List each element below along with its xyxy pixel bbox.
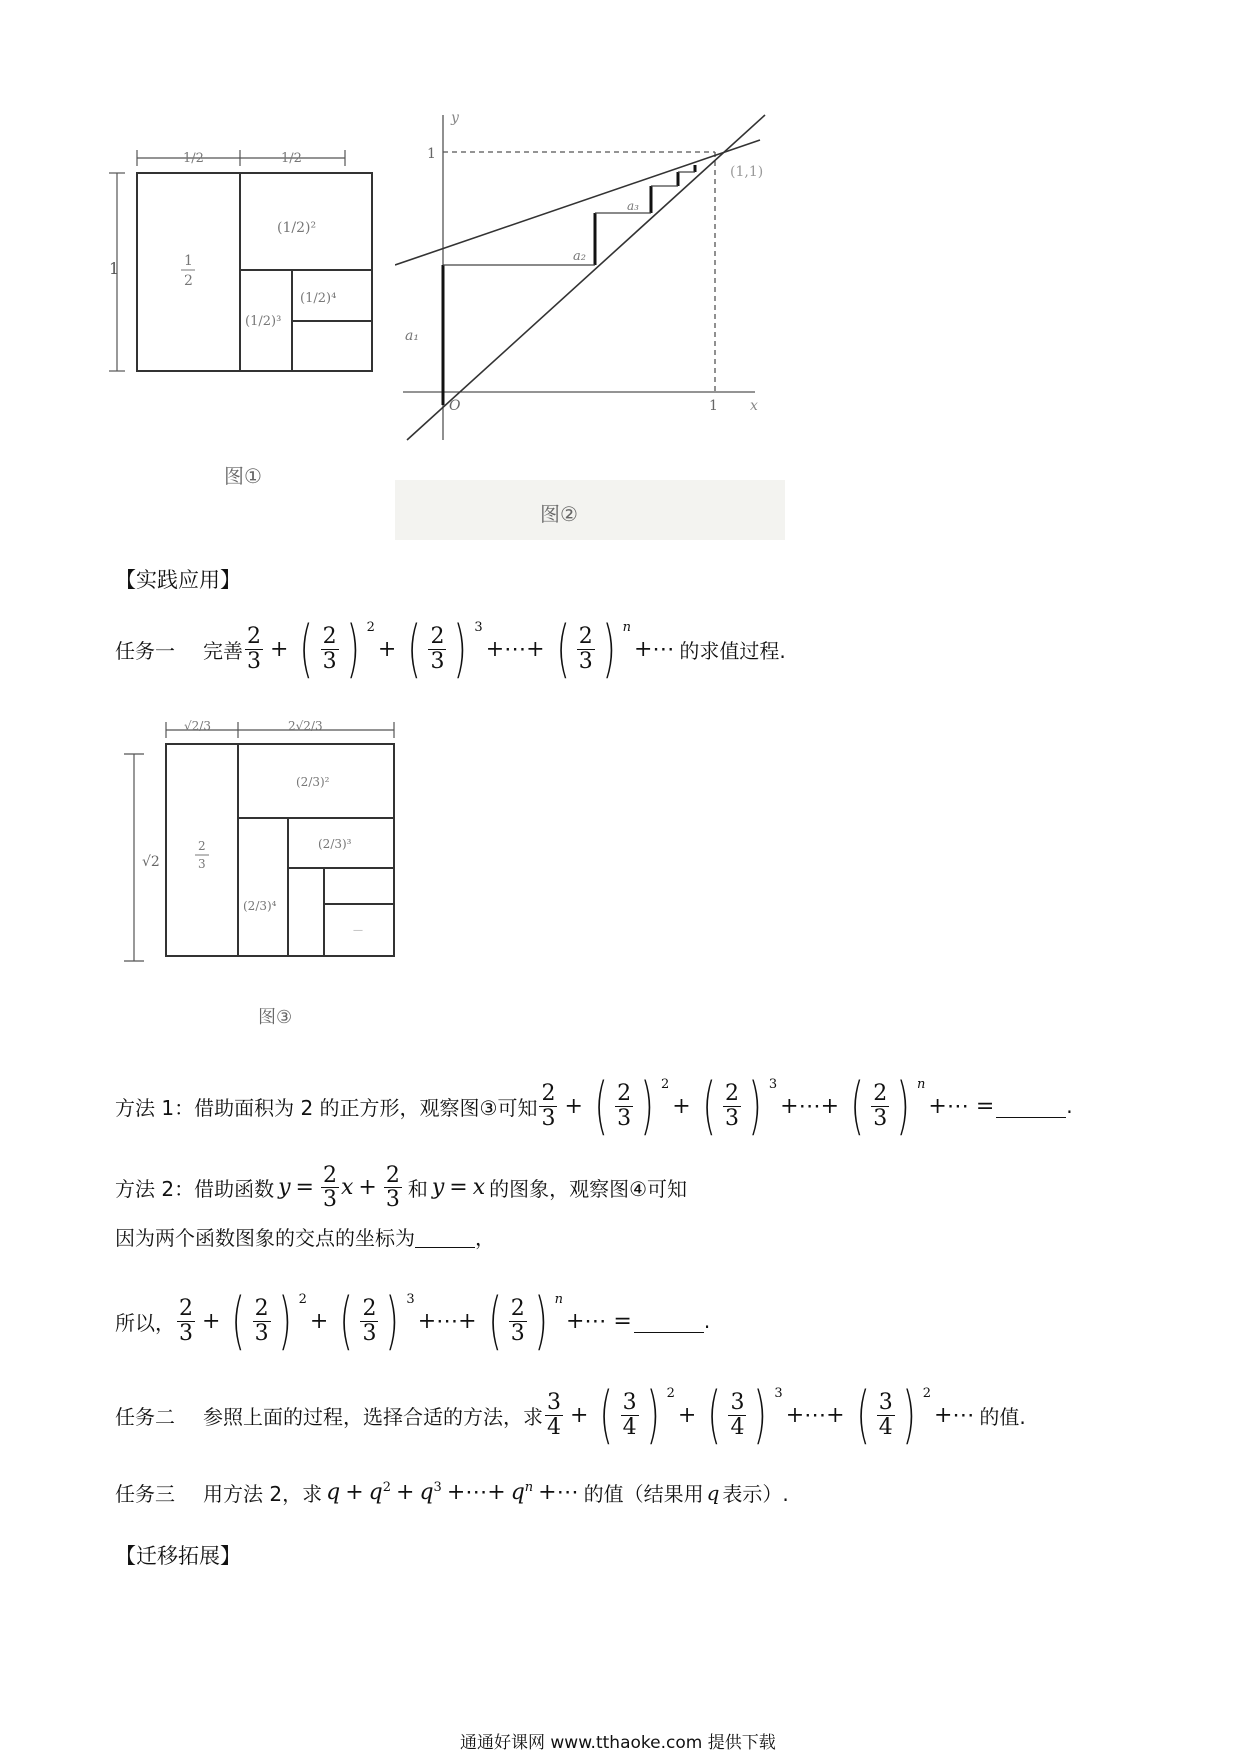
- task2-post: 的值.: [979, 1404, 1026, 1429]
- figure-2-caption: 图②: [540, 502, 578, 526]
- figure-3: [118, 718, 418, 1018]
- method2-line3: 所以， $\frac{2}{3}$ + ( $\frac{2}{3}$ ) $^2$ + ( $\frac{2}{3}$ ) $^3$ +⋯+ ( $\frac{2}{3}$ ) $^n$ +⋯ = .: [115, 1284, 711, 1357]
- fig3-r2-label: (2/3)²: [296, 775, 330, 789]
- fig1-big-label-den: 2: [184, 273, 193, 289]
- fig1-top-right-label: 1/2: [281, 151, 302, 166]
- task2-label: 任务二: [115, 1404, 175, 1429]
- fig3-big-label-den: 3: [198, 857, 206, 871]
- fig3-top-right-label: 2√2/3: [288, 719, 323, 733]
- fig2-one-x: 1: [709, 398, 718, 414]
- method2-line2: 因为两个函数图象的交点的坐标为 ，: [115, 1226, 495, 1250]
- sum-blank[interactable]: [634, 1310, 704, 1333]
- fig3-side-label: √2: [142, 854, 160, 870]
- fig3-r4-label: (2/3)⁴: [243, 899, 277, 913]
- fig2-y-axis-label: y: [451, 110, 459, 126]
- fig2-a1-label: a₁: [405, 328, 419, 344]
- task3-label: 任务三: [115, 1482, 175, 1506]
- fig1-side-label: 1: [109, 259, 120, 278]
- task2-pre: 参照上面的过程，选择合适的方法，求: [203, 1404, 543, 1429]
- fig2-x-axis-label: x: [750, 398, 758, 414]
- fig2-one-y: 1: [427, 146, 436, 162]
- fig3-big-label-num: 2: [198, 839, 206, 853]
- fig3-top-left-label: √2/3: [184, 719, 211, 733]
- method2-line1: 方法 2：借助函数 y = $\frac{2}{3}$ x + $\frac{2}{3}$ 和 y = x 的图象，观察图④可知: [115, 1163, 688, 1213]
- fig2-a2-label: a₂: [573, 249, 586, 264]
- task1-post: 的求值过程.: [679, 638, 786, 663]
- fig1-r2-label: (1/2)²: [277, 220, 317, 236]
- task3-post: 的值（结果用: [583, 1482, 704, 1506]
- method2-text: 方法 2：借助函数: [115, 1177, 275, 1202]
- figure-1: [105, 140, 395, 460]
- section-practice-heading: 【实践应用】: [115, 568, 241, 592]
- task1-pre: 完善: [203, 638, 243, 663]
- fig1-r4-label: (1/2)⁴: [300, 291, 337, 306]
- task1-line: 任务一 完善 $\frac{2}{3}$ + ( $\frac{2}{3}$ ) $^2$ + ( $\frac{2}{3}$ ) $^3$ +⋯+ ( $\frac{2}{3}$ ) $^n$ +⋯ 的求值过程.: [115, 612, 786, 685]
- task1-label: 任务一: [115, 638, 175, 663]
- method1-text: 方法 1：借助面积为 2 的正方形，观察图③可知: [115, 1095, 538, 1120]
- fig1-r3-label: (1/2)³: [245, 314, 282, 329]
- answer-blank[interactable]: [996, 1095, 1066, 1118]
- fig1-big-label-num: 1: [184, 253, 193, 269]
- task3-line: 任务三 用方法 2，求 q + q $^2$ + q $^3$ +⋯+ q $^n$ +⋯ 的值（结果用 q 表示）.: [115, 1480, 789, 1506]
- figure-1-caption: 图①: [224, 464, 262, 488]
- fig2-origin-label: O: [449, 398, 461, 414]
- fig3-r3-label: (2/3)³: [318, 837, 352, 851]
- task3-pre: 用方法 2，求: [203, 1482, 323, 1506]
- method1-line: 方法 1：借助面积为 2 的正方形，观察图③可知 $\frac{2}{3}$ + ( $\frac{2}{3}$ ) $^2$ + ( $\frac{2}{3}$ ) $^3$ +⋯+ ( $\frac{2}{3}$ ) $^n$ +⋯ = .: [115, 1069, 1073, 1142]
- task2-line: 任务二 参照上面的过程，选择合适的方法，求 $\frac{3}{4}$ + ( $\frac{3}{4}$ ) $^2$ + ( $\frac{3}{4}$ ) $^3$ +⋯+ ( $\frac{3}{4}$ ) $^2$ +⋯ 的值.: [115, 1378, 1026, 1451]
- figure-2: [395, 110, 785, 540]
- fig2-point-label: (1,1): [730, 164, 764, 180]
- fig1-top-left-label: 1/2: [183, 151, 204, 166]
- figure-3-caption: 图③: [258, 1007, 293, 1028]
- intersection-blank[interactable]: [415, 1225, 475, 1248]
- fig3-r5-label: —: [353, 925, 363, 936]
- footer-text: 通通好课网 www.tthaoke.com 提供下载: [460, 1733, 776, 1753]
- section-extension-heading: 【迁移拓展】: [115, 1544, 241, 1568]
- fraction: $\frac{2}{3}$: [247, 624, 261, 674]
- fig2-a3-label: a₃: [627, 199, 639, 213]
